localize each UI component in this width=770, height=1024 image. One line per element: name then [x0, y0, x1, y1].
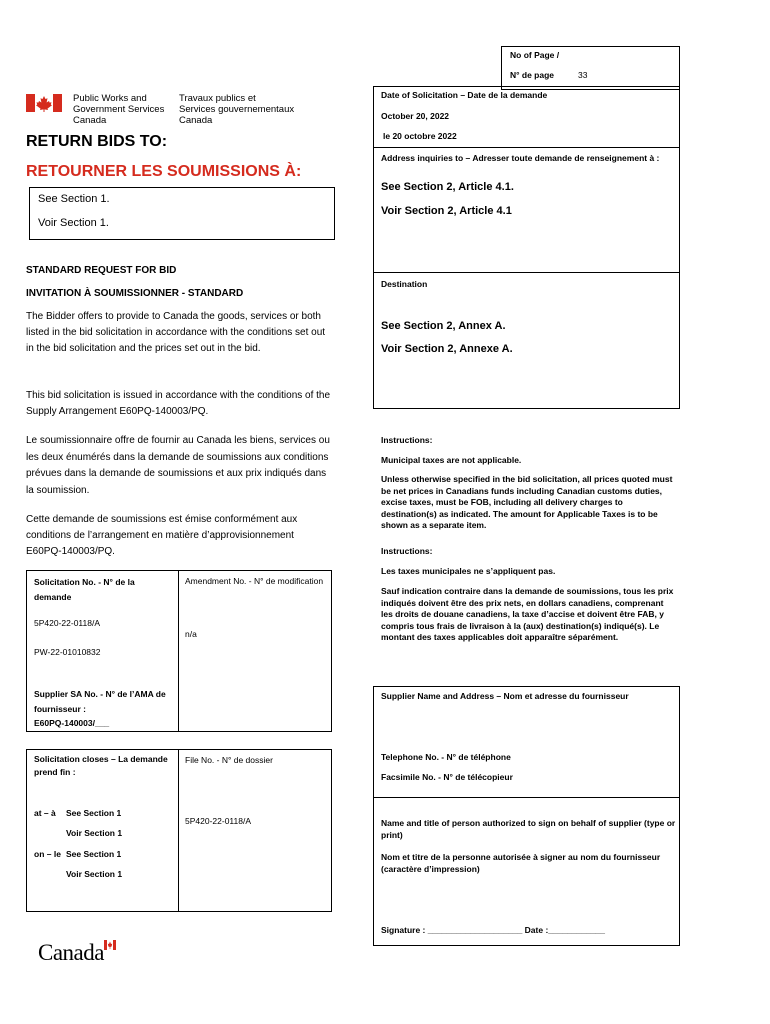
signature-line[interactable]: Signature : ____________________ Date :____________ — [381, 925, 606, 935]
address-fr: Voir Section 2, Article 4.1 — [381, 205, 512, 217]
municipal-taxes-en: Municipal taxes are not applicable. — [381, 455, 522, 465]
supplier-box — [373, 686, 680, 946]
amendment-label: Amendment No. - N° de modification — [185, 576, 324, 586]
dept-en-line2: Government Services — [73, 104, 165, 115]
wordmark-flag-icon — [104, 940, 116, 950]
standard-request-heading: STANDARD REQUEST FOR BID — [26, 265, 177, 276]
file-no-label: File No. - N° de dossier — [185, 755, 273, 765]
solicitation-no-value: 5P420-22-0118/A — [34, 618, 101, 628]
paragraph-supply-arrangement: This bid solicitation is issued in accordance with the conditions of the Supply Arrangement E60PQ-140003/PQ. — [26, 390, 331, 417]
dept-name-en — [73, 93, 164, 126]
instructions-label-fr: Instructions: — [381, 546, 433, 556]
divider — [178, 749, 179, 912]
no-of-page-label: No of Page / — [510, 50, 560, 60]
divider — [373, 272, 680, 273]
dept-fr-line1: Travaux publics et — [179, 93, 256, 104]
address-inquiries-label: Address inquiries to – Adresser toute demande de renseignement à : — [381, 153, 660, 163]
date-en: October 20, 2022 — [381, 111, 450, 121]
telephone-label[interactable]: Telephone No. - N° de téléphone — [381, 752, 511, 762]
divider — [178, 570, 179, 732]
paragraph-arrangement-fr: Cette demande de soumissions est émise conformément aux conditions de l’arrangement en matière d’approvisionnement E60PQ-140003/PQ. — [26, 514, 298, 557]
return-bids-line2: Voir Section 1. — [38, 217, 109, 229]
at-label: at – à — [34, 808, 56, 818]
supplier-name-label: Supplier Name and Address – Nom et adresse du fournisseur — [381, 691, 629, 701]
authorized-person-fr: Nom et titre de la personne autorisée à signer au nom du fournisseur (caractère d’impression) — [381, 852, 661, 874]
at-value-fr: Voir Section 1 — [66, 828, 123, 838]
dept-fr-line2: Services gouvernementaux — [179, 104, 295, 115]
fax-label[interactable]: Facsimile No. - N° de télécopieur — [381, 772, 513, 782]
destination-en: See Section 2, Annex A. — [381, 320, 506, 332]
return-bids-title: RETURN BIDS TO: — [26, 133, 168, 150]
on-value-fr: Voir Section 1 — [66, 869, 123, 879]
on-label: on – le — [34, 849, 61, 859]
divider — [373, 147, 680, 148]
dept-fr-line3: Canada — [179, 115, 213, 126]
page-count: 33 — [578, 70, 588, 80]
wordmark-text: Canada — [38, 940, 104, 965]
authorized-person-en: Name and title of person authorized to sign on behalf of supplier (type or print) — [381, 818, 676, 840]
at-value-en: See Section 1 — [66, 808, 122, 818]
amendment-value: n/a — [185, 629, 197, 639]
solicitation-closes-label: Solicitation closes – La demande prend fin : — [34, 754, 168, 777]
destination-label: Destination — [381, 279, 428, 289]
invitation-heading: INVITATION À SOUMISSIONNER - STANDARD — [26, 288, 244, 299]
destination-fr: Voir Section 2, Annexe A. — [381, 343, 513, 355]
supplier-sa-value: E60PQ-140003/___ — [34, 718, 110, 728]
instructions-body-fr: Sauf indication contraire dans la demande de soumissions, tous les prix indiqués doivent être des prix nets, en dollars canadiens, comprenant les droits de douane canadiens, la taxe d’accise et doivent être FAB, y compris tous frais de livraison à la (aux) destination(s) indiqué(s). Le montant des taxes applicables doit apparaître séparément. — [381, 586, 674, 643]
dept-name-fr — [179, 93, 294, 126]
pw-number: PW-22-01010832 — [34, 647, 101, 657]
canada-wordmark — [38, 940, 104, 970]
instructions-body-en: Unless otherwise specified in the bid solicitation, all prices quoted must be net prices in Canadians funds including Canadian customs duties, excise taxes, must be FOB, including all delivery charges to destination(s) as indicated. The amount for Applicable Taxes is to be shown as a separate item. — [381, 474, 673, 531]
solicitation-no-label: Solicitation No. - N° de la demande — [34, 577, 135, 602]
supplier-sa-label: Supplier SA No. - N° de l’AMA de fournisseur : — [34, 689, 166, 714]
municipal-taxes-fr: Les taxes municipales ne s’appliquent pas. — [381, 566, 556, 576]
dept-en-line1: Public Works and — [73, 93, 147, 104]
instructions-label-en: Instructions: — [381, 435, 433, 445]
on-value-en: See Section 1 — [66, 849, 122, 859]
date-of-solicitation-label: Date of Solicitation – Date de la demande — [381, 90, 548, 100]
divider — [373, 797, 680, 798]
file-no-value: 5P420-22-0118/A — [185, 816, 252, 826]
gc-flag-icon — [26, 94, 62, 112]
return-bids-title-fr: RETOURNER LES SOUMISSIONS À: — [26, 163, 302, 180]
dept-en-line3: Canada — [73, 115, 107, 126]
n-de-page-label: N° de page — [510, 70, 555, 80]
paragraph-bidder-offer: The Bidder offers to provide to Canada the goods, services or both listed in the bid solicitation in accordance with the conditions set out in the bid solicitation and the prices set out in the bid. — [26, 311, 326, 354]
address-en: See Section 2, Article 4.1. — [381, 181, 514, 193]
date-fr: le 20 octobre 2022 — [383, 131, 457, 141]
paragraph-soumissionnaire: Le soumissionnaire offre de fournir au Canada les biens, services ou les deux énumérés dans la demande de soumissions aux conditions prévues dans la demande de soumissions et aux prix indiqués dans la soumission. — [26, 435, 330, 496]
return-bids-line1: See Section 1. — [38, 193, 110, 205]
